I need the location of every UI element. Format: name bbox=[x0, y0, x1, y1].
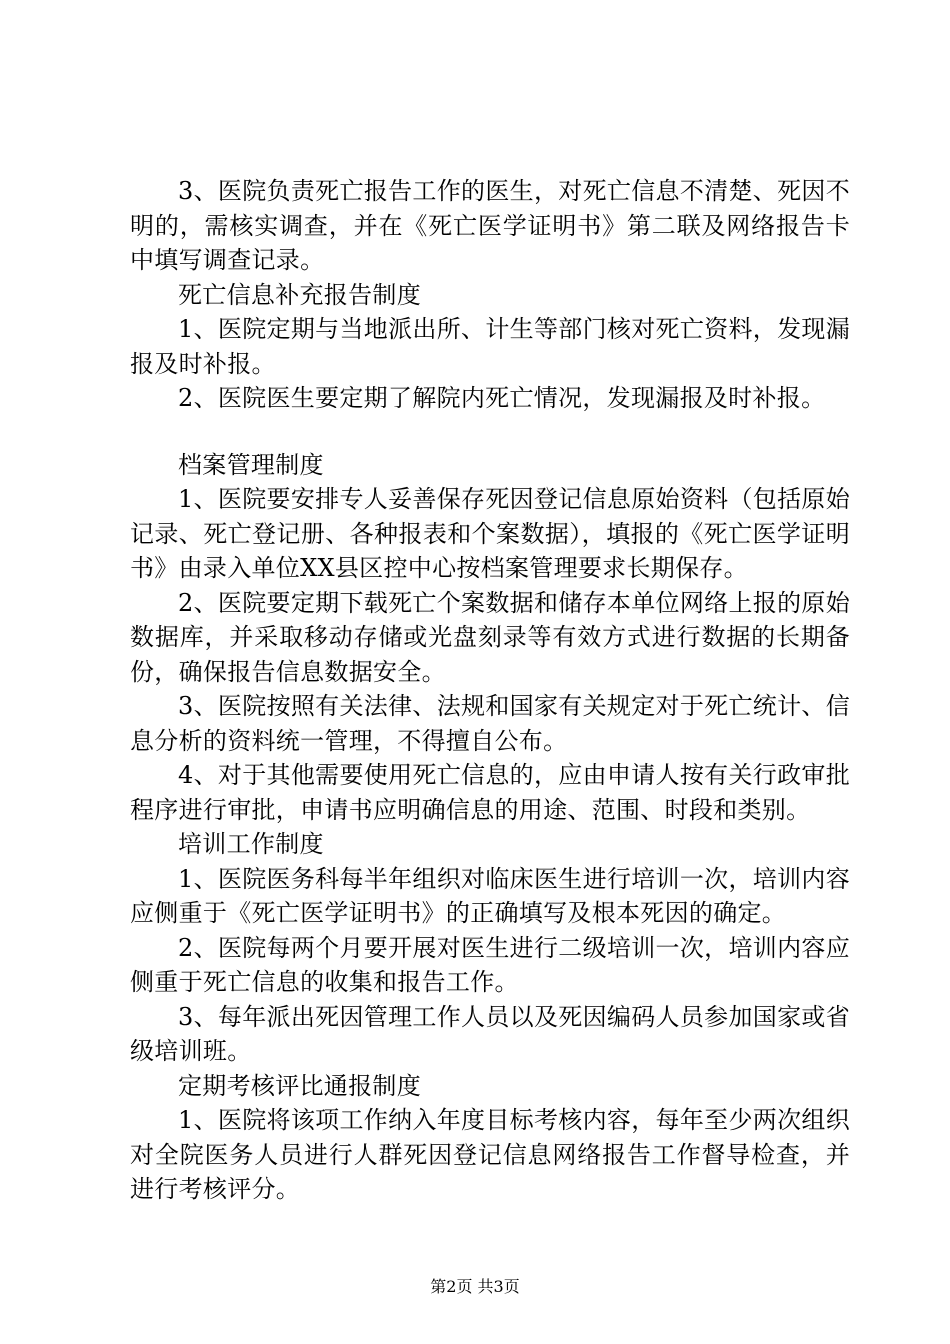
heading-assessment-system: 定期考核评比通报制度 bbox=[178, 1071, 421, 1100]
paragraph-death-report-item-3: 3、医院负责死亡报告工作的医生，对死亡信息不清楚、死因不明的，需核实调查，并在《死亡医学证明书》第二联及网络报告卡中填写调查记录。 bbox=[130, 177, 850, 274]
heading-training-system: 培训工作制度 bbox=[178, 830, 324, 858]
paragraph-training-item-1: 1、医院医务科每半年组织对临床医生进行培训一次，培训内容应侧重于《死亡医学证明书》的正确填写及根本死因的确定。 bbox=[130, 864, 850, 927]
page-number-footer: 第2页 共3页 bbox=[430, 1277, 520, 1296]
paragraph-archive-item-3: 3、医院按照有关法律、法规和国家有关规定对于死亡统计、信息分析的资料统一管理，不得擅自公布。 bbox=[130, 692, 850, 755]
heading-archive-management-system: 档案管理制度 bbox=[178, 450, 324, 479]
paragraph-training-item-3: 3、每年派出死因管理工作人员以及死因编码人员参加国家或省级培训班。 bbox=[130, 1002, 850, 1065]
document-body bbox=[130, 174, 850, 1207]
paragraph-assessment-item-1: 1、医院将该项工作纳入年度目标考核内容，每年至少两次组织对全院医务人员进行人群死因登记信息网络报告工作督导检查，并进行考核评分。 bbox=[130, 1106, 850, 1203]
paragraph-archive-item-2: 2、医院要定期下载死亡个案数据和储存本单位网络上报的原始数据库，并采取移动存储或光盘刻录等有效方式进行数据的长期备份，确保报告信息数据安全。 bbox=[130, 588, 850, 686]
heading-supplementary-report-system: 死亡信息补充报告制度 bbox=[178, 280, 421, 309]
paragraph-supplementary-item-1: 1、医院定期与当地派出所、计生等部门核对死亡资料，发现漏报及时补报。 bbox=[130, 315, 850, 378]
paragraph-archive-item-4: 4、对于其他需要使用死亡信息的，应由申请人按有关行政审批程序进行审批，申请书应明确信息的用途、范围、时段和类别。 bbox=[130, 761, 850, 824]
paragraph-supplementary-item-2: 2、医院医生要定期了解院内死亡情况，发现漏报及时补报。 bbox=[178, 384, 826, 412]
paragraph-training-item-2: 2、医院每两个月要开展对医生进行二级培训一次，培训内容应侧重于死亡信息的收集和报告工作。 bbox=[130, 933, 850, 996]
paragraph-archive-item-1: 1、医院要安排专人妥善保存死因登记信息原始资料（包括原始记录、死亡登记册、各种报表和个案数据），填报的《死亡医学证明书》由录入单位XX县区控中心按档案管理要求长期保存。 bbox=[130, 485, 850, 582]
